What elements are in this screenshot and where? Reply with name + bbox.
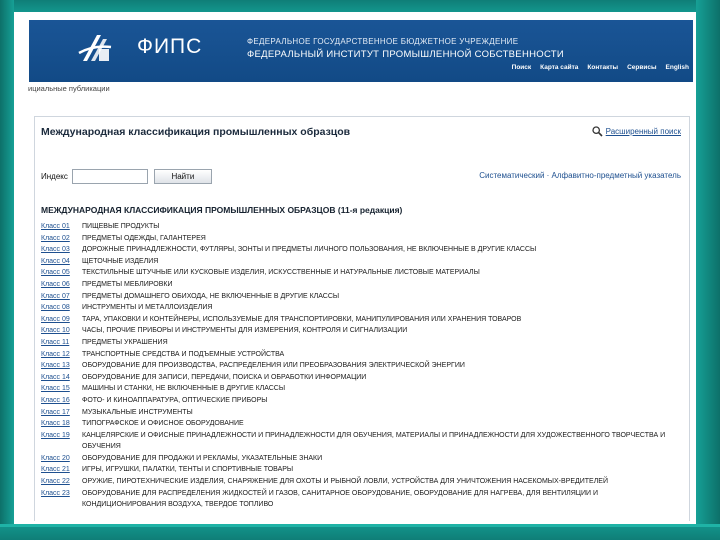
class-name: ПРЕДМЕТЫ ОДЕЖДЫ, ГАЛАНТЕРЕЯ: [82, 234, 206, 242]
nav-contacts[interactable]: Контакты: [587, 64, 619, 71]
class-list-item: [41, 476, 683, 488]
class-name: ОБОРУДОВАНИЕ ДЛЯ РАСПРЕДЕЛЕНИЯ ЖИДКОСТЕЙ И ГАЗОВ, САНИТАРНОЕ ОБОРУДОВАНИЕ, ОБОРУДОВАНИЕ ДЛЯ НАГРЕВА, ДЛЯ ВЕНТИЛЯЦИИ И КОНДИЦИОНИРОВАНИЯ ВОЗДУХА, ТВЕРДОЕ ТОПЛИВО: [82, 489, 599, 509]
index-search-row: [41, 169, 212, 184]
class-list-item: [41, 488, 683, 511]
class-list-item: [41, 360, 683, 372]
fips-logo-icon[interactable]: [75, 31, 115, 67]
browser-screenshot: [24, 15, 694, 521]
class-code-link[interactable]: Класс 05: [41, 269, 70, 277]
extended-search[interactable]: [592, 126, 681, 137]
class-list-item: [41, 291, 683, 303]
class-name: ИГРЫ, ИГРУШКИ, ПАЛАТКИ, ТЕНТЫ И СПОРТИВНЫЕ ТОВАРЫ: [82, 466, 294, 474]
index-input[interactable]: [72, 169, 148, 184]
class-list-item: [41, 407, 683, 419]
view-links: [479, 171, 681, 180]
index-label: Индекс: [41, 172, 68, 181]
class-code-link[interactable]: Класс 10: [41, 327, 70, 335]
slide-frame-right: [696, 0, 720, 540]
page-title: Международная классификация промышленных образцов: [41, 126, 351, 138]
class-list-item: [41, 418, 683, 430]
class-name: ЩЕТОЧНЫЕ ИЗДЕЛИЯ: [82, 257, 159, 265]
class-list-item: [41, 221, 683, 233]
extended-search-link[interactable]: Расширенный поиск: [605, 127, 681, 136]
class-list-item: [41, 256, 683, 268]
class-code-link[interactable]: Класс 14: [41, 373, 70, 381]
class-code-link[interactable]: Класс 09: [41, 315, 70, 323]
top-nav: [512, 64, 689, 71]
class-code-link[interactable]: Класс 23: [41, 489, 70, 497]
class-list: [41, 221, 683, 511]
class-name: ТЕКСТИЛЬНЫЕ ШТУЧНЫЕ ИЛИ КУСКОВЫЕ ИЗДЕЛИЯ, ИСКУССТВЕННЫЕ И НАТУРАЛЬНЫЕ ЛИСТОВЫЕ МАТЕРИАЛЫ: [82, 269, 480, 277]
site-brand[interactable]: ФИПС: [137, 35, 203, 58]
class-code-link[interactable]: Класс 11: [41, 338, 70, 346]
class-code-link[interactable]: Класс 08: [41, 304, 70, 312]
nav-sitemap[interactable]: Карта сайта: [540, 64, 579, 71]
class-name: ПРЕДМЕТЫ УКРАШЕНИЯ: [82, 338, 168, 346]
class-name: ФОТО- И КИНОАППАРАТУРА, ОПТИЧЕСКИЕ ПРИБОРЫ: [82, 396, 268, 404]
class-code-link[interactable]: Класс 15: [41, 385, 70, 393]
class-name: ОБОРУДОВАНИЕ ДЛЯ ПРОДАЖИ И РЕКЛАМЫ, УКАЗАТЕЛЬНЫЕ ЗНАКИ: [82, 454, 323, 462]
org-name-line2: ФЕДЕРАЛЬНЫЙ ИНСТИТУТ ПРОМЫШЛЕННОЙ СОБСТВЕННОСТИ: [247, 49, 565, 60]
class-name: МУЗЫКАЛЬНЫЕ ИНСТРУМЕНТЫ: [82, 408, 193, 416]
section-title: МЕЖДУНАРОДНАЯ КЛАССИФИКАЦИЯ ПРОМЫШЛЕННЫХ ОБРАЗЦОВ (11-я редакция): [41, 205, 403, 215]
class-code-link[interactable]: Класс 07: [41, 292, 70, 300]
class-name: ИНСТРУМЕНТЫ И МЕТАЛЛОИЗДЕЛИЯ: [82, 304, 213, 312]
systematic-index-link[interactable]: Систематический · Алфавитно-предметный указатель: [479, 171, 681, 180]
class-code-link[interactable]: Класс 18: [41, 420, 70, 428]
class-name: ПИЩЕВЫЕ ПРОДУКТЫ: [82, 223, 160, 230]
class-list-item: [41, 233, 683, 245]
class-code-link[interactable]: Класс 12: [41, 350, 70, 358]
magnifier-icon: [592, 126, 603, 137]
nav-search[interactable]: Поиск: [511, 64, 532, 71]
class-list-item: [41, 372, 683, 384]
class-code-link[interactable]: Класс 13: [41, 362, 70, 370]
find-button[interactable]: Найти: [154, 169, 212, 184]
class-code-link[interactable]: Класс 21: [41, 466, 70, 474]
class-name: ПРЕДМЕТЫ МЕБЛИРОВКИ: [82, 280, 173, 288]
class-code-link[interactable]: Класс 03: [41, 246, 70, 254]
class-name: ОБОРУДОВАНИЕ ДЛЯ ПРОИЗВОДСТВА, РАСПРЕДЕЛЕНИЯ ИЛИ ПРЕОБРАЗОВАНИЯ ЭЛЕКТРИЧЕСКОЙ ЭНЕРГИИ: [82, 362, 465, 370]
nav-english[interactable]: English: [665, 64, 689, 71]
org-name-line1: ФЕДЕРАЛЬНОЕ ГОСУДАРСТВЕННОЕ БЮДЖЕТНОЕ УЧРЕЖДЕНИЕ: [247, 37, 519, 46]
class-code-link[interactable]: Класс 06: [41, 280, 70, 288]
nav-services[interactable]: Сервисы: [627, 64, 657, 71]
classification-panel: [34, 116, 690, 521]
slide-frame-accent: [0, 524, 720, 527]
class-name: МАШИНЫ И СТАНКИ, НЕ ВКЛЮЧЕННЫЕ В ДРУГИЕ КЛАССЫ: [82, 385, 286, 393]
class-list-item: [41, 325, 683, 337]
class-code-link[interactable]: Класс 22: [41, 478, 70, 486]
class-name: ОБОРУДОВАНИЕ ДЛЯ ЗАПИСИ, ПЕРЕДАЧИ, ПОИСКА И ОБРАБОТКИ ИНФОРМАЦИИ: [82, 373, 367, 381]
class-list-item: [41, 302, 683, 314]
class-list-item: [41, 279, 683, 291]
class-code-link[interactable]: Класс 20: [41, 454, 70, 462]
class-name: ТИПОГРАФСКОЕ И ОФИСНОЕ ОБОРУДОВАНИЕ: [82, 420, 244, 428]
class-list-item: [41, 244, 683, 256]
class-list-item: [41, 464, 683, 476]
class-list-item: [41, 349, 683, 361]
class-list-item: [41, 430, 683, 453]
breadcrumb[interactable]: ициальные публикации: [28, 84, 110, 93]
class-name: КАНЦЕЛЯРСКИЕ И ОФИСНЫЕ ПРИНАДЛЕЖНОСТИ И ПРИНАДЛЕЖНОСТИ ДЛЯ ОБУЧЕНИЯ, МАТЕРИАЛЫ И ПРИНАДЛЕЖНОСТИ ДЛЯ ХУДОЖЕСТВЕННОГО ТВОРЧЕСТВА И ОБУЧЕНИЯ: [82, 431, 666, 451]
class-name: ДОРОЖНЫЕ ПРИНАДЛЕЖНОСТИ, ФУТЛЯРЫ, ЗОНТЫ И ПРЕДМЕТЫ ЛИЧНОГО ПОЛЬЗОВАНИЯ, НЕ ВКЛЮЧЕННЫЕ В ДРУГИЕ КЛАССЫ: [82, 246, 537, 254]
class-list-item: [41, 337, 683, 349]
class-name: ЧАСЫ, ПРОЧИЕ ПРИБОРЫ И ИНСТРУМЕНТЫ ДЛЯ ИЗМЕРЕНИЯ, КОНТРОЛЯ И СИГНАЛИЗАЦИИ: [82, 327, 408, 335]
class-code-link[interactable]: Класс 02: [41, 234, 70, 242]
class-list-item: [41, 383, 683, 395]
site-header: [29, 20, 693, 82]
slide-frame-left: [0, 0, 14, 540]
class-code-link[interactable]: Класс 04: [41, 257, 70, 265]
class-code-link[interactable]: Класс 01: [41, 223, 70, 230]
class-code-link[interactable]: Класс 19: [41, 431, 70, 439]
class-code-link[interactable]: Класс 17: [41, 408, 70, 416]
class-name: ТРАНСПОРТНЫЕ СРЕДСТВА И ПОДЪЕМНЫЕ УСТРОЙСТВА: [82, 350, 285, 358]
class-name: ТАРА, УПАКОВКИ И КОНТЕЙНЕРЫ, ИСПОЛЬЗУЕМЫЕ ДЛЯ ТРАНСПОРТИРОВКИ, МАНИПУЛИРОВАНИЯ ИЛИ ХРАНЕНИЯ ТОВАРОВ: [82, 315, 522, 323]
class-list-item: [41, 453, 683, 465]
class-list-item: [41, 314, 683, 326]
class-list-item: [41, 267, 683, 279]
class-name: ПРЕДМЕТЫ ДОМАШНЕГО ОБИХОДА, НЕ ВКЛЮЧЕННЫЕ В ДРУГИЕ КЛАССЫ: [82, 292, 340, 300]
class-name: ОРУЖИЕ, ПИРОТЕХНИЧЕСКИЕ ИЗДЕЛИЯ, СНАРЯЖЕНИЕ ДЛЯ ОХОТЫ И РЫБНОЙ ЛОВЛИ, УСТРОЙСТВА ДЛЯ УНИЧТОЖЕНИЯ НАСЕКОМЫХ-ВРЕДИТЕЛЕЙ: [82, 478, 609, 486]
slide-frame-top: [0, 0, 720, 12]
class-code-link[interactable]: Класс 16: [41, 396, 70, 404]
class-list-item: [41, 395, 683, 407]
